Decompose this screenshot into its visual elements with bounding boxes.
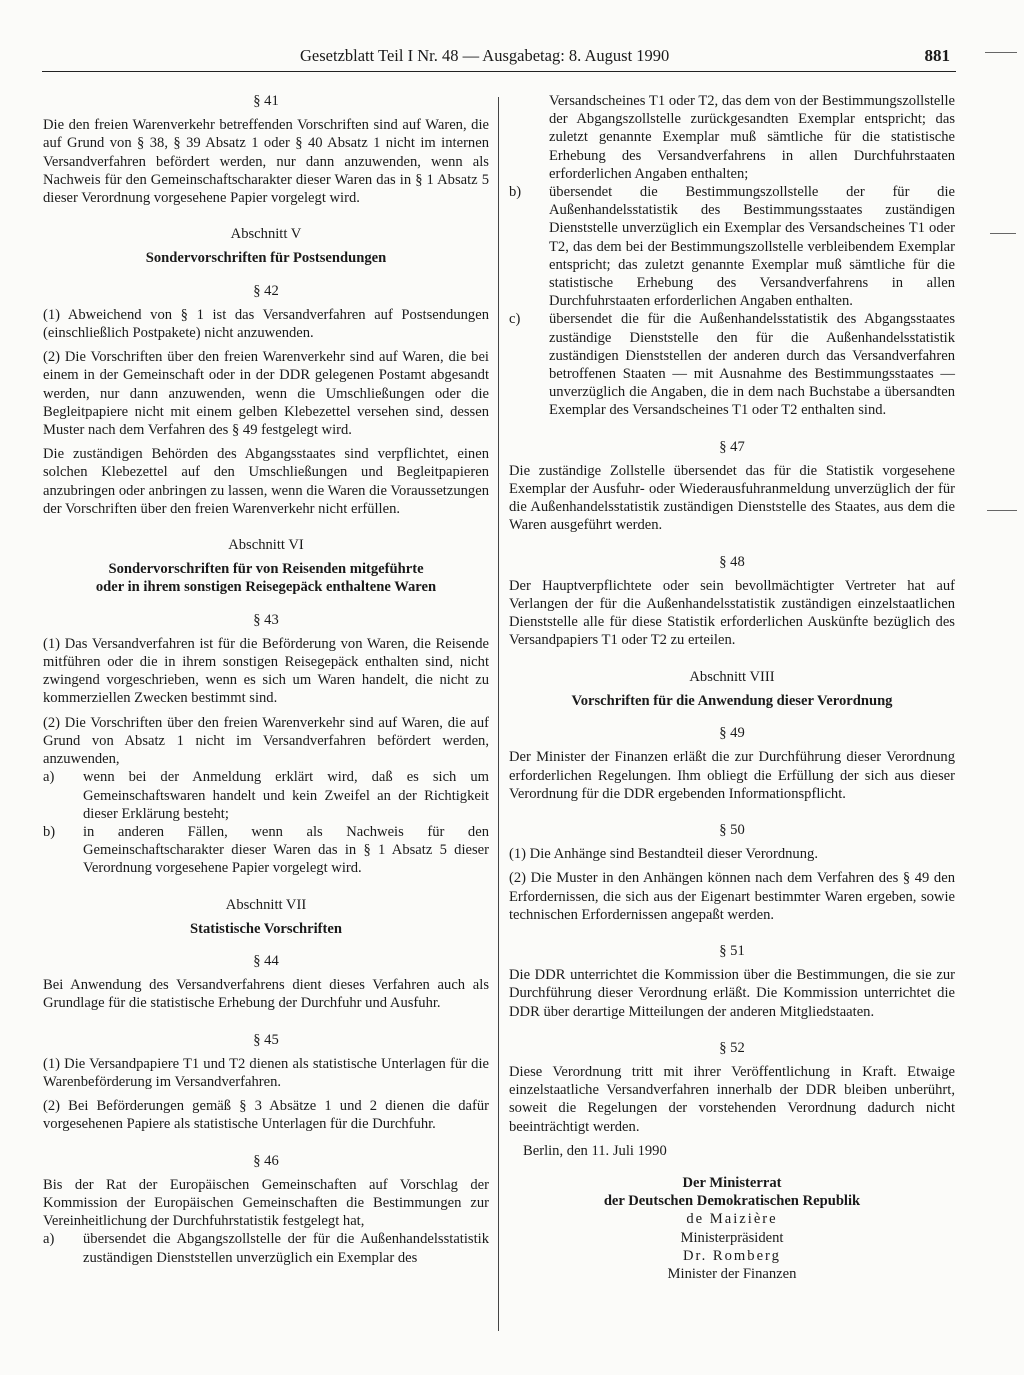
section-heading: § 41: [253, 93, 279, 109]
list-item: [43, 768, 489, 823]
list-item-continued: [509, 92, 955, 183]
section-heading: § 42: [253, 282, 279, 299]
section-text: Der Hauptverpflichtete oder sein bevollmächtigter Vertreter hat auf Verlangen der für die Außenhandelsstatistik zuständigen einzelstaatlichen Dienststelle alle für diese Statistik erforderlichen Auskünfte bezüglich des Versandpapiers T1 oder T2 zu erteilen.: [509, 577, 955, 649]
list-item-text: übersendet die für die Außenhandelsstatistik des Abgangsstaates zuständige Dienststelle den für die Außenhandelsstatistik zuständigen Dienststellen der anderen durch das Versandverfahren betroffenen Staaten — mit Ausnahme des Bestimmungsstaates — unverzüglich die Angaben, die in dem nach Buchstabe a übersandten Exemplar des Versandscheines T1 oder T2 enthalten sind.: [549, 311, 955, 419]
list-item: [43, 1230, 489, 1266]
chapter-title: Vorschriften für die Anwendung dieser Verordnung: [571, 692, 893, 709]
right-column: [509, 92, 955, 1283]
section-heading: § 44: [253, 952, 279, 969]
section-paragraph: (2) Die Vorschriften über den freien Warenverkehr sind auf Waren, die bei einem in der Gemeinschaft oder in der DDR gelegenen Postamt abgesandt werden, nur dann anzuwenden, wenn die Umschließungen oder die Begleitpapiere nicht mit einem gelben Klebezettel versehen sind, dessen Muster nach dem Verfahren des § 49 festgelegt wird.: [43, 349, 489, 439]
section-heading: § 51: [719, 942, 745, 959]
signatory-name: Dr. Romberg: [683, 1247, 781, 1264]
list-item-text: wenn bei der Anmeldung erklärt wird, daß es sich um Gemeinschaftswaren handelt und kein Zweifel an der Richtigkeit dieser Erklärung besteht;: [83, 769, 489, 822]
margin-mark: [990, 233, 1016, 234]
section-heading: § 47: [719, 438, 745, 455]
list-item-label: a): [43, 769, 55, 786]
section-heading: § 49: [719, 725, 745, 742]
section-heading: § 45: [253, 1031, 279, 1048]
signatory-body: der Deutschen Demokratischen Republik: [603, 1193, 861, 1210]
chapter-label: Abschnitt V: [230, 226, 302, 243]
place-date: Berlin, den 11. Juli 1990: [523, 1142, 667, 1159]
section-paragraph: (1) Das Versandverfahren ist für die Beförderung von Waren, die Reisende mitführen oder die in ihrem sonstigen Reisegepäck enthalten sind, nicht zwingend vorgeschrieben, wenn es sich um Waren handelt, die nicht zu kommerziellen Zwecken bestimmt sind.: [43, 635, 489, 707]
chapter-title: oder in ihrem sonstigen Reisegepäck enthaltene Waren: [95, 579, 437, 596]
signature-block: [509, 1174, 955, 1283]
list-item-label: b): [509, 184, 522, 201]
chapter-title: Sondervorschriften für Postsendungen: [145, 250, 387, 267]
list-item-text: übersendet die Bestimmungszollstelle der für die Außenhandelsstatistik des Bestimmungsstaates zuständigen Dienststelle unverzüglich ein Exemplar des Versandscheines T1 oder T2, das dem bei der Bestimmungszollstelle verbleibendem Exemplar entspricht; das zuletzt genannte Exemplar muß sämtliche für die statistische Erhebung des Versandverfahrens in allen Durchfuhrstaaten erforderlichen Angaben enthalten.: [549, 184, 955, 310]
section-heading: § 48: [719, 553, 745, 570]
signatory-body: Der Ministerrat: [682, 1174, 782, 1191]
section-paragraph: (1) Die Versandpapiere T1 und T2 dienen als statistische Unterlagen für die Warenbeförderung im Versandverfahren.: [43, 1055, 489, 1090]
header-rule: [42, 71, 956, 72]
list-item-label: b): [43, 823, 56, 840]
list-item: [509, 183, 955, 310]
list-item: [509, 310, 955, 419]
list-item-text: übersendet die Abgangszollstelle der für die Außenhandelsstatistik zuständigen Dienststellen unverzüglich ein Exemplar des: [83, 1231, 489, 1266]
section-text: Die den freien Warenverkehr betreffenden Vorschriften sind auf Waren, die auf Grund von § 38, § 39 Absatz 1 oder § 40 Absatz 1 nicht im internen Versandverfahren befördert werden, nur dann anzuwenden, wenn als Nachweis für den Gemeinschaftscharakter dieser Waren das in § 1 Absatz 5 dieser Verordnung vorgesehene Papier vorgelegt wird.: [43, 117, 489, 207]
section-paragraph: (1) Die Anhänge sind Bestandteil dieser Verordnung.: [509, 846, 818, 863]
section-paragraph: (2) Die Vorschriften über den freien Warenverkehr sind auf Waren, die auf Grund von Absatz 1 nicht im Versandverfahren befördert werden, anzuwenden,: [43, 714, 489, 768]
chapter-title: Sondervorschriften für von Reisenden mitgeführte: [108, 561, 424, 578]
margin-mark: [985, 52, 1017, 53]
page-header: [250, 44, 956, 70]
section-text: Die zuständige Zollstelle übersendet das für die Statistik vorgesehene Exemplar der Ausfuhr- oder Wiederausfuhranmeldung unverzüglich der für die Außenhandelsstatistik zuständigen Dienststelle des Staates, aus dem die Waren ausgeführt werden.: [509, 462, 955, 534]
section-paragraph: (2) Die Muster in den Anhängen können nach dem Verfahren des § 49 den Erfordernissen, die sich aus der Eigenart bestimmter Waren ergeben, sowie technischen Erfordernissen angepaßt werden.: [509, 870, 955, 923]
section-heading: § 52: [719, 1039, 745, 1056]
header-title: Gesetzblatt Teil I Nr. 48 — Ausgabetag: 8. August 1990: [300, 46, 670, 65]
section-paragraph: (1) Abweichend von § 1 ist das Versandverfahren auf Postsendungen (einschließlich Postpakete) nicht anzuwenden.: [43, 306, 489, 342]
section-text: Der Minister der Finanzen erläßt die zur Durchführung dieser Verordnung erforderlichen Regelungen. Ihm obliegt die Erfüllung der sich aus dieser Verordnung für die DDR ergebenden Informationspflicht.: [509, 749, 955, 802]
left-column: [43, 92, 489, 1267]
section-text: Diese Verordnung tritt mit ihrer Veröffentlichung in Kraft. Etwaige einzelstaatliche Versandverfahren innerhalb der DDR bleiben unberührt, soweit die Regelungen der vorstehenden Verordnung dadurch nicht beeinträchtigt werden.: [509, 1063, 955, 1135]
section-paragraph: Die zuständigen Behörden des Abgangsstaates sind verpflichtet, einen solchen Klebezettel auf den Umschließungen und Begleitpapieren anzubringen oder anbringen zu lassen, wenn die Waren die Voraussetzungen der Vorschriften über den freien Warenverkehr nicht erfüllen.: [43, 446, 489, 517]
section-heading: § 46: [253, 1152, 279, 1169]
list-item-label: c): [509, 311, 521, 328]
chapter-title: Statistische Vorschriften: [189, 920, 342, 937]
signatory-name: de Maizière: [686, 1211, 778, 1228]
list-item-label: a): [43, 1231, 55, 1248]
section-paragraph: (2) Bei Beförderungen gemäß § 3 Absätze 1 und 2 dienen die dafür vorgesehenen Papiere als statistische Unterlagen für die Durchfuhr.: [43, 1098, 489, 1133]
chapter-label: Abschnitt VI: [228, 537, 304, 554]
page-number: 881: [924, 46, 950, 65]
section-paragraph: Bis der Rat der Europäischen Gemeinschaften auf Vorschlag der Kommission der Europäischen Gemeinschaften die Bestimmungen zur Vereinheitlichung der Durchfuhrstatistik festgelegt hat,: [43, 1176, 489, 1230]
chapter-label: Abschnitt VIII: [689, 668, 775, 685]
section-text: Die DDR unterrichtet die Kommission über die Bestimmungen, die sie zur Durchführung dieser Verordnung erläßt. Die Kommission unterrichtet die DDR über derartige Mitteilungen der anderen Mitgliedstaaten.: [509, 967, 955, 1020]
section-heading: § 50: [719, 821, 745, 838]
signatory-role: Minister der Finanzen: [667, 1265, 797, 1282]
list-item: [43, 823, 489, 878]
chapter-label: Abschnitt VII: [225, 896, 307, 913]
section-heading: § 43: [253, 611, 279, 628]
list-item-text: in anderen Fällen, wenn als Nachweis für den Gemeinschaftscharakter dieser Waren das in § 1 Absatz 5 dieser Verordnung vorgesehene Papier vorgelegt wird.: [83, 823, 489, 877]
signatory-role: Ministerpräsident: [680, 1229, 784, 1246]
section-text: Bei Anwendung des Versandverfahrens dient dieses Verfahren auch als Grundlage für die statistische Erhebung der Durchfuhr und Ausfuhr.: [43, 977, 489, 1012]
column-divider: [498, 97, 499, 1331]
list-item-text: Versandscheines T1 oder T2, das dem von der Bestimmungszollstelle der Abgangszollstelle zurückgesandten Exemplar entspricht; das zuletzt genannte Exemplar muß sämtliche für die statistische Erhebung des Versandverfahrens in allen Durchfuhrstaaten erforderlichen Angaben enthalten;: [549, 93, 955, 182]
margin-mark: [987, 510, 1017, 511]
